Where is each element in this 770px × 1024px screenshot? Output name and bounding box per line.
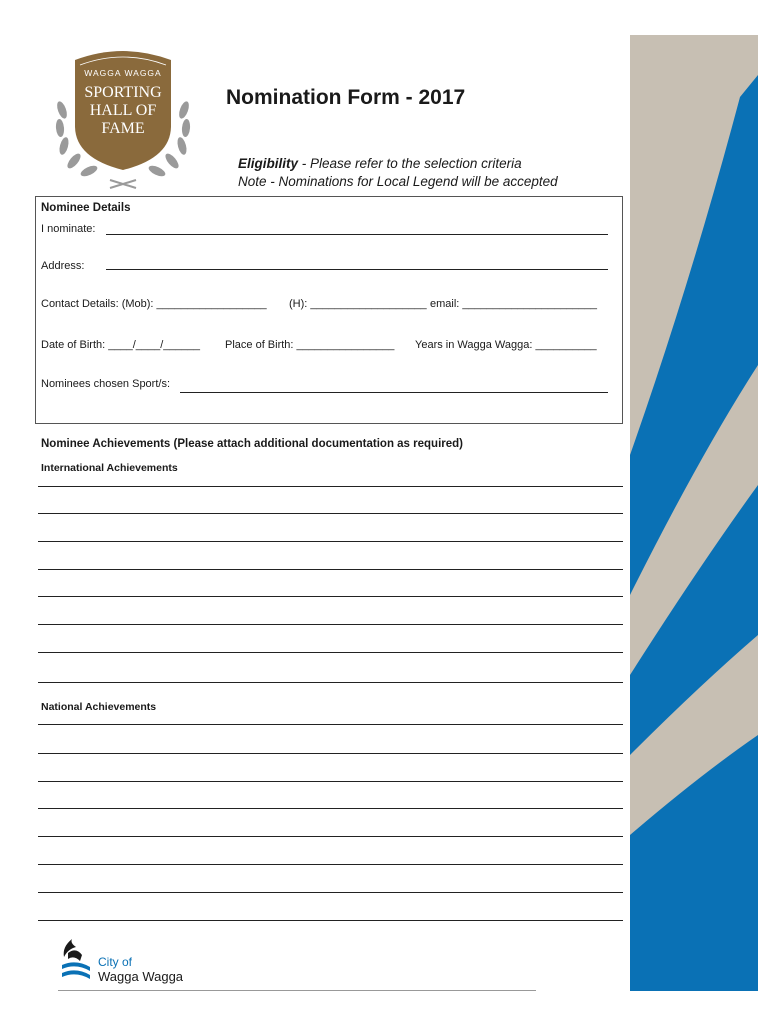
sport-field[interactable] [180, 392, 608, 393]
address-field[interactable] [106, 269, 608, 270]
email-field[interactable]: email: ______________________ [430, 298, 597, 310]
achievements-heading: Nominee Achievements (Please attach additional documentation as required) [41, 438, 463, 450]
international-line[interactable] [38, 624, 623, 625]
eligibility-text [238, 156, 522, 171]
date-of-birth-field[interactable]: Date of Birth: ____/____/______ [41, 339, 201, 351]
national-line[interactable] [38, 753, 623, 754]
nominate-label: I nominate: [41, 223, 96, 235]
footer-logo-line2: Wagga Wagga [98, 969, 184, 984]
international-line[interactable] [38, 569, 623, 570]
years-in-wagga-field[interactable]: Years in Wagga Wagga: __________ [415, 339, 597, 351]
footer-divider [58, 990, 536, 991]
place-of-birth-field[interactable]: Place of Birth: ________________ [225, 339, 395, 351]
national-line[interactable] [38, 892, 623, 893]
national-line[interactable] [38, 864, 623, 865]
logo-line1: SPORTING [84, 84, 162, 101]
eligibility-label: Eligibility [238, 156, 299, 171]
sport-label: Nominees chosen Sport/s: [41, 378, 171, 390]
national-line[interactable] [38, 781, 623, 782]
page-title: Nomination Form - 2017 [226, 86, 466, 109]
international-line[interactable] [38, 652, 623, 653]
international-line[interactable] [38, 486, 623, 487]
logo-line2: HALL OF [89, 102, 157, 119]
hall-of-fame-logo [48, 40, 198, 190]
eligibility-desc: - Please refer to the selection criteria [298, 156, 522, 171]
national-line[interactable] [38, 808, 623, 809]
national-line[interactable] [38, 920, 623, 921]
nominee-details-heading: Nominee Details [41, 202, 131, 214]
decorative-swoosh [630, 35, 758, 991]
international-line[interactable] [38, 682, 623, 683]
contact-mobile-field[interactable]: Contact Details: (Mob): __________________ [41, 298, 267, 310]
city-of-wagga-logo [58, 933, 208, 987]
international-line[interactable] [38, 541, 623, 542]
wave-icon [62, 939, 90, 979]
national-line[interactable] [38, 724, 623, 725]
international-line[interactable] [38, 596, 623, 597]
national-line[interactable] [38, 836, 623, 837]
international-line[interactable] [38, 513, 623, 514]
logo-top-text: WAGGA WAGGA [84, 68, 162, 78]
footer-logo-line1: City of [98, 955, 133, 969]
address-label: Address: [41, 260, 85, 272]
contact-home-field[interactable]: (H): ___________________ [289, 298, 427, 310]
logo-line3: FAME [101, 120, 145, 137]
national-achievements-label: National Achievements [41, 701, 157, 713]
nominate-field[interactable] [106, 234, 608, 235]
local-legend-note: Note - Nominations for Local Legend will be accepted [238, 174, 558, 189]
international-achievements-label: International Achievements [41, 462, 178, 474]
